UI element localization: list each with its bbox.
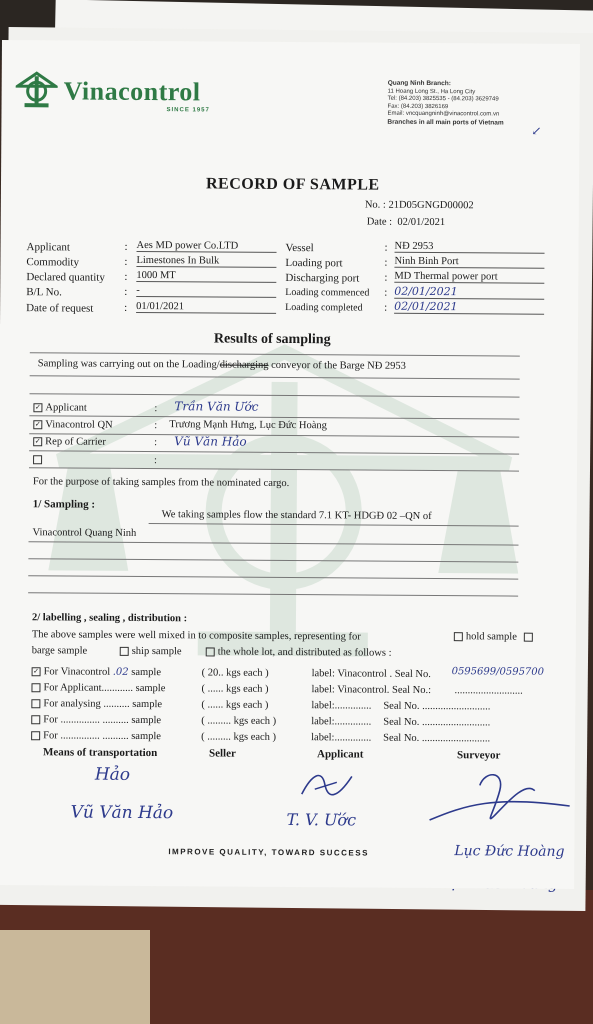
- field-colon: :: [154, 403, 158, 415]
- surveyor-handwritten-name: Lục Đức Hoàng: [454, 843, 565, 860]
- branch-line: Fax: (84.203) 3826169: [387, 103, 449, 110]
- purpose-text: For the purpose of taking samples from the nominated cargo.: [32, 476, 290, 490]
- signature-header-surveyor: Surveyor: [456, 749, 501, 762]
- witness-label: Rep of Carrier: [45, 436, 106, 448]
- field-colon: :: [124, 240, 128, 253]
- distribution-unit: sample: [135, 682, 166, 695]
- distribution-seal: Seal No. ..........................: [383, 700, 491, 713]
- record-date-value: 02/01/2021: [397, 216, 446, 229]
- witness-label: Applicant: [45, 402, 87, 414]
- checkbox-icon: ✓: [34, 420, 41, 429]
- distribution-label: label:..............: [311, 716, 372, 728]
- field-colon: :: [124, 270, 128, 283]
- distribution-for: For ...............: [43, 730, 100, 742]
- witness-applicant-handwritten: Trần Văn Ước: [174, 399, 259, 414]
- field-label: Discharging port: [285, 271, 360, 285]
- hold-sample-option: [454, 631, 536, 643]
- witness-vinacontrol-label: [33, 419, 112, 431]
- distribution-for: For analysing: [43, 698, 101, 710]
- whole-lot-label: the whole lot, and distributed as follows :: [217, 646, 392, 659]
- distribution-row-vinacontrol: [32, 666, 162, 678]
- checkbox-icon: ✓: [34, 403, 41, 412]
- footer-slogan: IMPROVE QUALITY, TOWARD SUCCESS: [168, 847, 369, 858]
- distribution-qty: ..........: [102, 730, 129, 742]
- distribution-for: For ...............: [43, 714, 100, 726]
- background-floor: [0, 930, 150, 1024]
- witness-applicant-label: [33, 402, 86, 413]
- signature-header-transport: Means of transportation: [42, 746, 158, 760]
- distribution-label: label: Vinacontrol . Seal No.: [311, 668, 431, 681]
- field-value: Ninh Binh Port: [394, 256, 544, 269]
- distribution-kgs: ( ...... kgs each ): [201, 699, 269, 711]
- field-value-handwritten: 02/01/2021: [394, 300, 544, 315]
- checkbox-icon: ✓: [34, 437, 41, 446]
- distribution-row-other: [31, 714, 161, 726]
- checkbox-icon: [31, 715, 40, 724]
- witness-carrier-label: [33, 436, 106, 448]
- field-label: Loading port: [285, 256, 343, 270]
- field-colon: :: [124, 301, 128, 314]
- field-colon: :: [124, 285, 128, 298]
- distribution-seal: Seal No. ..........................: [383, 732, 491, 745]
- field-colon: :: [154, 437, 158, 449]
- distribution-row-applicant: [31, 682, 165, 694]
- field-colon: :: [124, 255, 128, 268]
- field-colon: :: [384, 301, 388, 314]
- labelling-heading: 2/ labelling , sealing , distribution :: [31, 612, 188, 625]
- signature-header-applicant: Applicant: [316, 748, 364, 761]
- mixed-text: The above samples were well mixed in to composite samples, representing for: [31, 629, 361, 643]
- ship-sample-label: ship sample: [131, 645, 182, 658]
- applicant-handwritten-name: T. V. Ước: [286, 810, 357, 830]
- branch-info: [387, 80, 504, 128]
- distribution-qty: ..........: [103, 698, 130, 710]
- field-colon: :: [384, 256, 388, 269]
- sampling-sentence-struck: discharging: [219, 359, 269, 371]
- ship-sample-option: [120, 646, 182, 657]
- branch-line: 11 Hoang Long St., Ha Long City: [387, 88, 476, 95]
- checkbox-icon: [33, 455, 42, 464]
- applicant-signature-icon: [297, 764, 357, 804]
- field-value: -: [136, 285, 276, 298]
- distribution-kgs: ( ......... kgs each ): [201, 731, 277, 743]
- field-value: NĐ 2953: [395, 241, 545, 254]
- distribution-label: label:..............: [311, 732, 372, 744]
- company-name: Vinacontrol: [63, 76, 201, 107]
- vinacontrol-logo-icon: [16, 70, 58, 108]
- distribution-for: For Applicant............: [43, 682, 134, 694]
- sampling-text-2: Vinacontrol Quang Ninh: [32, 527, 137, 539]
- distribution-label: label: Vinacontrol. Seal No.:: [311, 684, 432, 697]
- field-label: Date of request: [26, 302, 94, 315]
- witness-blank-label: [33, 454, 45, 465]
- field-label: Declared quantity: [26, 271, 105, 284]
- field-label: Commodity: [26, 256, 80, 269]
- checkbox-icon: [206, 648, 215, 657]
- signature-header-seller: Seller: [208, 747, 236, 760]
- distribution-seal: Seal No. ..........................: [383, 716, 491, 729]
- sampling-text-1: We taking samples flow the standard 7.1 KT- HDGĐ 02 –QN of: [161, 509, 432, 523]
- witness-label: Vinacontrol QN: [45, 419, 113, 431]
- distribution-unit: sample: [132, 698, 163, 711]
- branch-line: Email: vncquangninh@vinacontrol.com.vn: [387, 110, 500, 118]
- record-of-sample-document: [0, 40, 580, 889]
- record-date-label: Date :: [366, 216, 393, 228]
- distribution-qty: .02: [112, 666, 129, 678]
- company-since: SINCE 1957: [166, 107, 210, 114]
- field-label: Loading commenced: [285, 286, 370, 299]
- branch-title: Quang Ninh Branch:: [387, 79, 451, 88]
- checkbox-icon: ✓: [33, 667, 40, 676]
- checkbox-icon: [454, 632, 463, 641]
- barge-sample-label: barge sample: [31, 645, 88, 657]
- distribution-unit: sample: [131, 666, 162, 679]
- whole-lot-option: [206, 646, 392, 658]
- checkbox-icon: [31, 699, 40, 708]
- witness-vinacontrol-value: Trương Mạnh Hưng, Lục Đức Hoàng: [169, 419, 327, 432]
- field-label: Applicant: [26, 241, 70, 254]
- record-number: [365, 200, 474, 212]
- checkbox-icon: [31, 731, 40, 740]
- distribution-row-analysing: [31, 698, 162, 710]
- field-colon: :: [384, 271, 388, 284]
- handwritten-tick-mark: ↙: [531, 123, 542, 138]
- field-value: 01/01/2021: [136, 301, 276, 314]
- witness-carrier-handwritten: Vũ Văn Hảo: [174, 434, 247, 449]
- surveyor-signature-icon: [424, 765, 574, 836]
- field-colon: :: [154, 455, 158, 467]
- checkbox-icon: [523, 633, 532, 642]
- checkbox-icon: [31, 683, 40, 692]
- distribution-kgs: ( ......... kgs each ): [201, 715, 277, 727]
- distribution-kgs: ( 20.. kgs each ): [201, 667, 269, 679]
- transport-handwritten-fullname: Vũ Văn Hảo: [70, 802, 174, 824]
- field-label: B/L No.: [26, 286, 62, 299]
- field-colon: :: [384, 286, 388, 299]
- field-value-handwritten: 02/01/2021: [394, 285, 544, 300]
- field-value: MD Thermal power port: [394, 271, 544, 284]
- checkbox-icon: [120, 647, 129, 656]
- hold-sample-label: hold sample: [465, 631, 517, 643]
- distribution-unit: sample: [131, 714, 162, 727]
- distribution-seal: ..........................: [454, 685, 523, 697]
- field-colon: :: [154, 420, 158, 432]
- field-colon: :: [384, 241, 388, 254]
- sampling-sentence-prefix: Sampling was carrying out on the Loading/: [37, 358, 220, 371]
- distribution-unit: sample: [131, 730, 162, 743]
- field-label: Vessel: [285, 241, 314, 255]
- field-value: 1000 MT: [136, 270, 276, 283]
- record-number-label: No.: [364, 199, 381, 211]
- distribution-seal-handwritten: 0595699/0595700: [451, 666, 545, 678]
- sampling-sentence-suffix: conveyor of the Barge NĐ 2953: [268, 359, 407, 372]
- field-label: Loading completed: [285, 301, 363, 314]
- sampling-heading: 1/ Sampling :: [32, 498, 96, 511]
- record-date: [367, 217, 446, 229]
- field-value: Aes MD power Co.LTD: [137, 240, 277, 253]
- distribution-for: For Vinacontrol: [43, 666, 111, 678]
- distribution-kgs: ( ...... kgs each ): [201, 683, 269, 695]
- distribution-qty: ..........: [102, 714, 129, 726]
- branch-line: Branches in all main ports of Vietnam: [387, 118, 504, 127]
- document-title: RECORD OF SAMPLE: [205, 175, 380, 194]
- field-value: Limestones In Bulk: [136, 255, 276, 268]
- record-number-value: : 21D05GNGD00002: [382, 199, 474, 212]
- branch-line: Tel: (84.203) 3825535 - (84.203) 3629749: [387, 95, 499, 103]
- results-heading: Results of sampling: [213, 331, 331, 348]
- distribution-label: label:..............: [311, 700, 372, 712]
- distribution-row-other: [31, 730, 161, 742]
- transport-handwritten-name: Hảo: [94, 764, 131, 785]
